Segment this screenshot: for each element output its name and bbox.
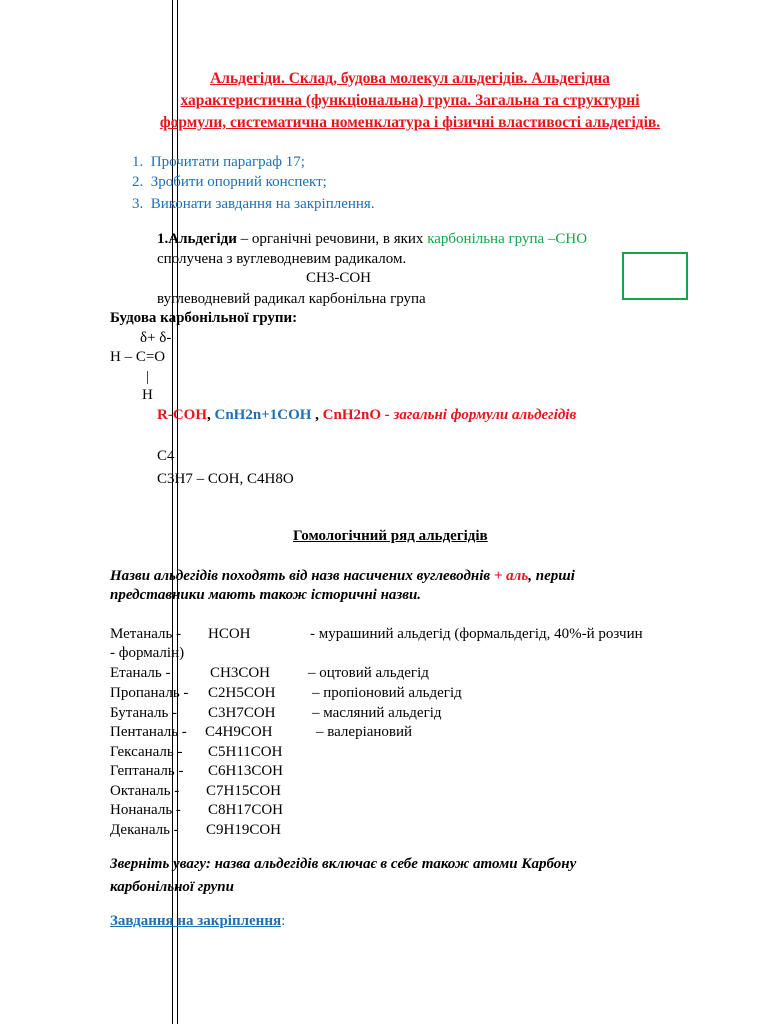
aldehyde-note: – пропіоновий альдегід — [312, 685, 462, 701]
aldehyde-name: Бутаналь - — [110, 705, 178, 721]
attention-line-2: карбонільної групи — [110, 879, 234, 895]
task-text: Виконати завдання на закріплення. — [150, 196, 375, 212]
assignment-link[interactable]: Завдання на закріплення — [110, 913, 282, 929]
aldehyde-name: Пентаналь - — [110, 724, 187, 740]
aldehyde-name: Метаналь - — [110, 626, 182, 642]
definition-formula: СН3-СОН — [306, 270, 372, 286]
title-line-2: характеристична (функціональна) група. Загальна та структурні — [180, 92, 640, 109]
aldehyde-formula: С9Н19СОН — [206, 822, 282, 838]
assignment-heading — [110, 912, 285, 931]
aldehyde-formula: С2Н5СОН — [208, 685, 276, 701]
task-number: 2. — [132, 174, 144, 190]
example-line-2: С3Н7 – СОН, С4Н8О — [157, 471, 294, 487]
comma: , — [207, 407, 215, 423]
definition-line-1 — [157, 230, 587, 249]
aldehyde-formula: С7Н15СОН — [206, 783, 282, 799]
series-row-pentanal — [110, 723, 413, 742]
series-row-dekanal — [110, 821, 282, 840]
formula-cnh2no: CnH2nO — [322, 407, 382, 423]
task-item-1 — [132, 153, 305, 172]
aldehyde-note-cont: - формалін) — [110, 645, 185, 661]
series-row-nonanal — [110, 801, 284, 820]
title-line-1: Альдегіди. Склад, будова молекул альдегідів. Альдегідна — [210, 70, 610, 87]
comma: , — [311, 407, 323, 423]
series-row-butanal — [110, 704, 442, 723]
aldehyde-formula: С8Н17СОН — [208, 802, 284, 818]
intro-text-end: , перші — [528, 568, 575, 584]
attention-line-1: Зверніть увагу: назва альдегідів включає в себе також атоми Карбону — [110, 856, 577, 872]
task-text: Зробити опорний конспект; — [150, 174, 327, 190]
task-item-3 — [132, 195, 375, 214]
task-number: 3. — [132, 196, 144, 212]
definition-line-2: сполучена з вуглеводневим радикалом. — [157, 251, 407, 267]
definition-text: – органічні речовини, в яких — [236, 231, 428, 247]
series-row-metanal-cont — [110, 644, 184, 663]
general-formulas-label: - загальні формули альдегідів — [381, 407, 577, 423]
intro-text: Назви альдегідів походять від назв насичених вуглеводнів — [110, 568, 494, 584]
task-number: 1. — [132, 154, 144, 170]
homolog-intro-line-1 — [110, 567, 575, 586]
aldehyde-formula: С5Н11СОН — [208, 744, 283, 760]
homolog-intro-line-2: представники мають також історичні назви. — [110, 587, 422, 603]
carbonyl-group-label: карбонільна група –СНО — [427, 231, 588, 247]
aldehyde-name: Пропаналь - — [110, 685, 189, 701]
series-row-propanal — [110, 684, 462, 703]
aldehyde-note: – валеріановий — [316, 724, 413, 740]
definition-term: 1.Альдегіди — [157, 231, 237, 247]
series-row-etanal — [110, 664, 429, 683]
aldehyde-name: Нонаналь - — [110, 802, 181, 818]
intro-suffix: + аль — [493, 568, 529, 584]
carbonyl-highlight-box — [622, 252, 688, 300]
structure-h: Н — [142, 387, 153, 403]
series-row-oktanal — [110, 782, 282, 801]
aldehyde-note: - мурашиний альдегід (формальдегід, 40%-й розчин — [310, 626, 643, 642]
definition-line-4: вуглеводневий радикал карбонільна група — [157, 291, 426, 307]
aldehyde-name: Октаналь - — [110, 783, 180, 799]
aldehyde-formula: СН3СОН — [210, 665, 271, 681]
aldehyde-note: – оцтовий альдегід — [308, 665, 429, 681]
title-line-3: формули, систематична номенклатура і фізичні властивості альдегідів. — [159, 114, 661, 131]
task-text: Прочитати параграф 17; — [150, 154, 305, 170]
general-formulas — [157, 406, 576, 425]
structure-heading: Будова карбонільної групи: — [110, 310, 298, 326]
series-row-geptanal — [110, 762, 284, 781]
aldehyde-note: – масляний альдегід — [312, 705, 442, 721]
page-title — [100, 68, 720, 134]
aldehyde-name: Гептаналь - — [110, 763, 184, 779]
formula-cnh2n1coh: CnH2n+1COH — [214, 407, 312, 423]
aldehyde-formula: С3Н7СОН — [208, 705, 276, 721]
structure-bond: Н – С=О — [110, 349, 166, 365]
structure-deltas: δ+ δ- — [140, 330, 172, 346]
aldehyde-name: Етаналь - — [110, 665, 171, 681]
aldehyde-formula: С6Н13СОН — [208, 763, 284, 779]
aldehyde-formula: НСОН — [208, 626, 251, 642]
assignment-colon: : — [281, 913, 286, 929]
aldehyde-formula: С4Н9СОН — [205, 724, 273, 740]
aldehyde-name: Гексаналь - — [110, 744, 183, 760]
structure-pipe: | — [146, 369, 150, 385]
series-row-geksanal — [110, 743, 283, 762]
series-row-metanal — [110, 625, 643, 644]
example-line-1: С4 — [157, 448, 175, 464]
homolog-heading: Гомологічний ряд альдегідів — [293, 528, 488, 544]
task-item-2 — [132, 173, 327, 192]
formula-r-coh: R-COH — [157, 407, 207, 423]
aldehyde-name: Деканаль - — [110, 822, 179, 838]
